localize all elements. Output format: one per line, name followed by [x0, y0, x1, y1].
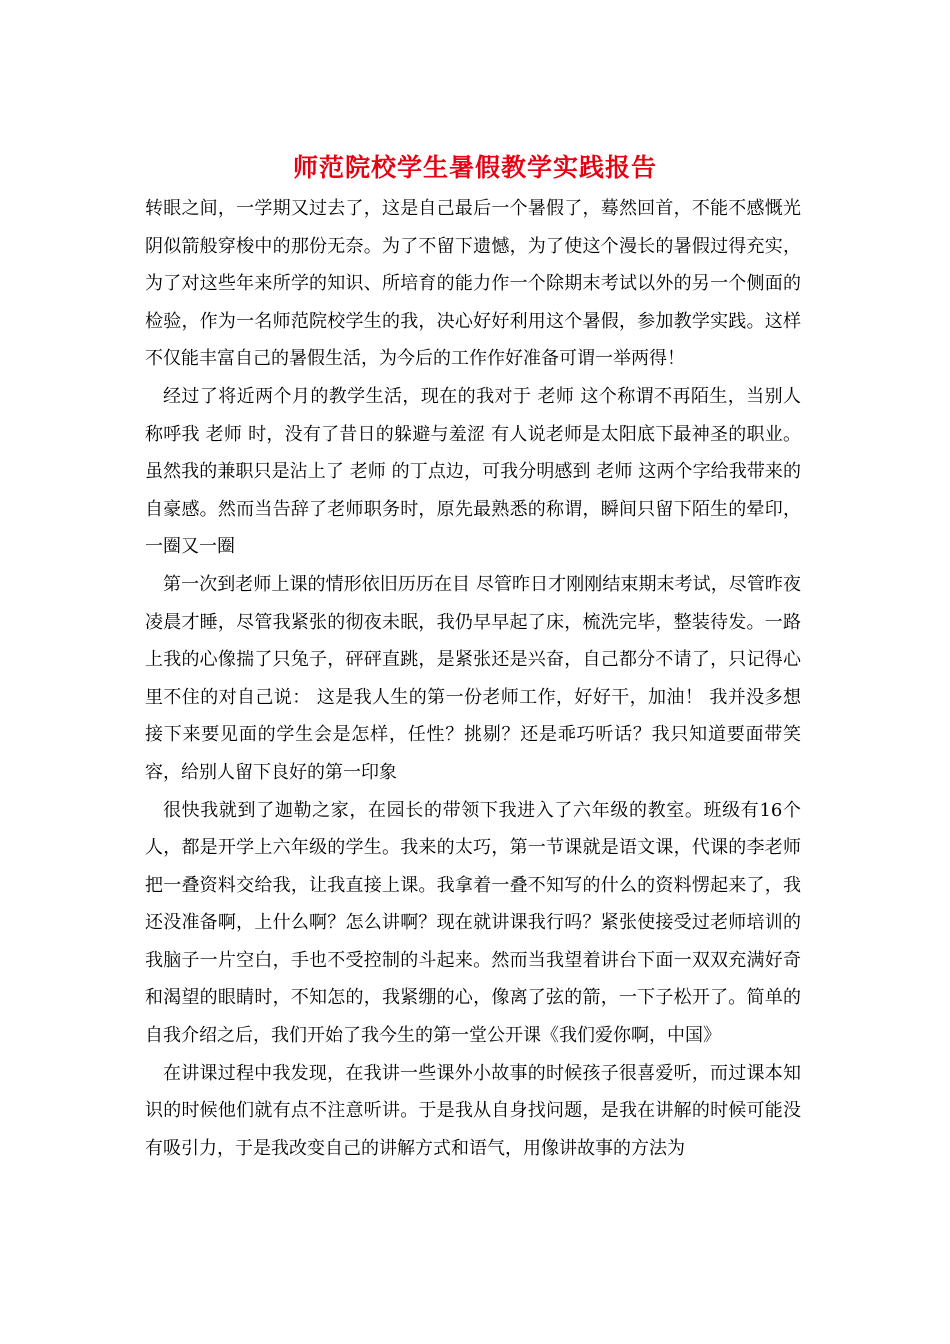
paragraph-1: 转眼之间，一学期又过去了，这是自己最后一个暑假了，蓦然回首，不能不感慨光阴似箭般穿梭中的那份无奈。为了不留下遗憾，为了使这个漫长的暑假过得充实，为了对这些年来所学的知识、所培育的能力作一个除期末考试以外的另一个侧面的检验，作为一名师范院校学生的我，决心好好利用这个暑假，参加教学实践。这样不仅能丰富自己的暑假生活，为今后的工作作好准备可谓一举两得！ — [145, 198, 801, 370]
paragraph-3: 第一次到老师上课的情形依旧历历在目 尽管昨日才刚刚结束期末考试，尽管昨夜凌晨才睡，尽管我紧张的彻夜未眠，我仍早早起了床，梳洗完毕，整装待发。一路上我的心像揣了只兔子，砰砰直跳，是紧张还是兴奋，自己都分不请了，只记得心里不住的对自己说： 这是我人生的第一份老师工作，好好干，加油！ 我并没多想接下来要见面的学生会是怎样，任性？挑剔？还是乖巧听话？我只知道要面带笑容，给别人留下良好的第一印象 — [145, 573, 801, 783]
paragraph-2: 经过了将近两个月的教学生活，现在的我对于 老师 这个称谓不再陌生，当别人称呼我 老师 时，没有了昔日的躲避与羞涩 有人说老师是太阳底下最神圣的职业。虽然我的兼职只是沾上了 老师 的丁点边，可我分明感到 老师 这两个字给我带来的自豪感。然而当告辞了老师职务时，原先最熟悉的称谓，瞬间只留下陌生的晕印，一圈又一圈 — [145, 385, 801, 558]
paragraph-5: 在讲课过程中我发现，在我讲一些课外小故事的时候孩子很喜爱听，而过课本知识的时候他们就有点不注意听讲。于是我从自身找问题，是我在讲解的时候可能没有吸引力，于是我改变自己的讲解方式和语气，用像讲故事的方法为 — [145, 1062, 801, 1159]
paragraph-4: 很快我就到了迦勒之家，在园长的带领下我进入了六年级的教室。班级有16个人，都是开学上六年级的学生。我来的太巧，第一节课就是语文课，代课的李老师把一叠资料交给我，让我直接上课。我拿着一叠不知写的什么的资料愣起来了，我还没准备啊，上什么啊？怎么讲啊？现在就讲课我行吗？紧张使接受过老师培训的我脑子一片空白，手也不受控制的斗起来。然而当我望着讲台下面一双双充满好奇和渴望的眼睛时，不知怎的，我紧绷的心，像离了弦的箭，一下子松开了。简单的自我介绍之后，我们开始了我今生的第一堂公开课《我们爱你啊，中国》 — [145, 799, 801, 1047]
document-body — [145, 190, 801, 1167]
document-title: 师范院校学生暑假教学实践报告 — [292, 153, 657, 182]
